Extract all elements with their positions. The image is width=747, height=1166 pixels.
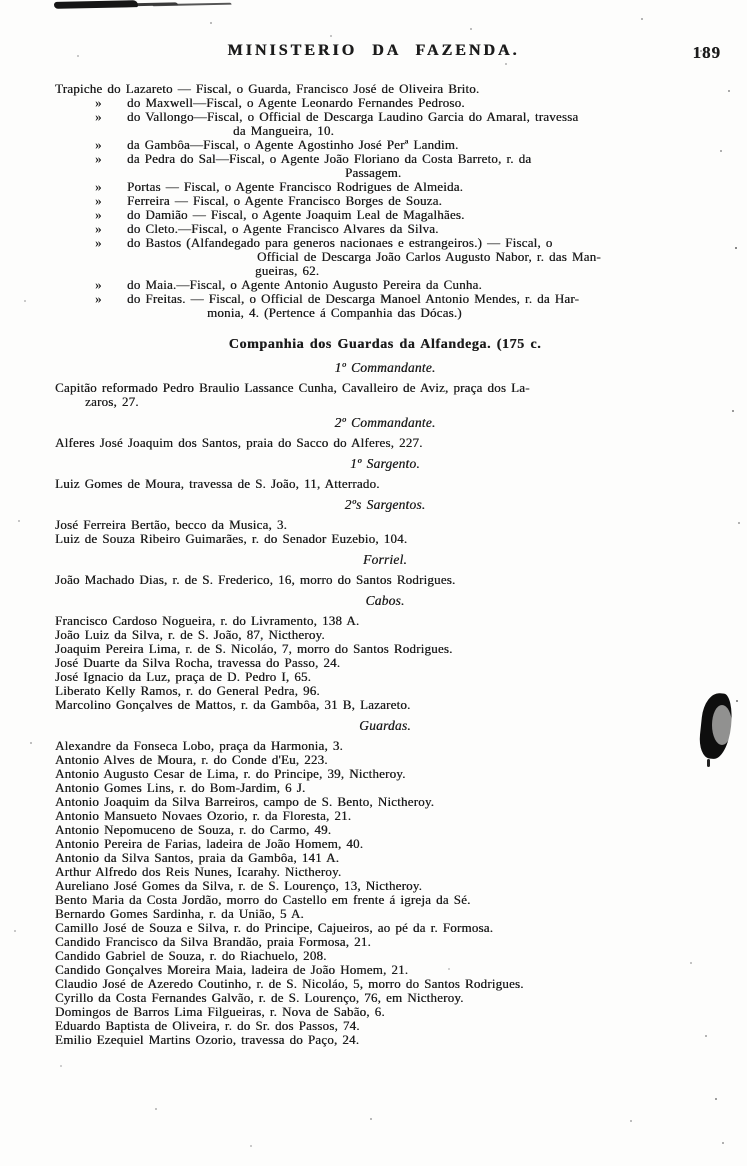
entry-line [55, 138, 715, 152]
continuation-line: zaros, 27. [85, 394, 139, 409]
directory-line: Alferes José Joaquim dos Santos, praia do Sacco do Alferes, 227. [55, 435, 423, 450]
entry-line [55, 222, 715, 236]
directory-line: Emilio Ezequiel Martins Ozorio, travessa do Paço, 24. [55, 1032, 360, 1047]
entry-line: Capitão reformado Pedro Braulio Lassance Cunha, Cavalleiro de Aviz, praça dos La- [55, 380, 530, 395]
entry-line [55, 278, 715, 292]
ditto-marker: » [95, 193, 102, 208]
directory-line: Aureliano José Gomes da Silva, r. de S. Lourenço, 13, Nictheroy. [55, 878, 423, 893]
rank-heading: 1º Commandante. [334, 360, 436, 375]
directory-line: Luiz de Souza Ribeiro Guimarães, r. do Senador Euzebio, 104. [55, 531, 408, 546]
continuation-line: monia, 4. (Pertence á Companhia das Dócas.) [207, 305, 462, 320]
continuation-line: gueiras, 62. [255, 263, 320, 278]
ditto-marker: » [95, 235, 102, 250]
entry-line [55, 180, 715, 194]
directory-line: Bento Maria da Costa Jordão, morro do Castello em frente á igreja da Sé. [55, 892, 471, 907]
entry-text: do Cleto.—Fiscal, o Agente Francisco Alvares da Silva. [127, 221, 439, 236]
entry-line [55, 292, 715, 306]
page-header [0, 42, 747, 66]
directory-line: Antonio Pereira de Farias, ladeira de João Homem, 40. [55, 836, 364, 851]
entry-text: Portas — Fiscal, o Agente Francisco Rodrigues de Almeida. [127, 179, 464, 194]
page-number: 189 [692, 43, 721, 62]
entry-text: do Bastos (Alfandegado para generos nacionaes e estrangeiros.) — Fiscal, o [127, 235, 553, 250]
ditto-marker: » [95, 109, 102, 124]
entry-text: do Damião — Fiscal, o Agente Joaquim Leal de Magalhães. [127, 207, 465, 222]
entry-text: do Maia.—Fiscal, o Agente Antonio Augusto Pereira da Cunha. [127, 277, 482, 292]
directory-line: Liberato Kelly Ramos, r. do General Pedra, 96. [55, 683, 320, 698]
directory-line: Claudio José de Azeredo Coutinho, r. de S. Nicoláo, 5, morro do Santos Rodrigues. [55, 976, 524, 991]
directory-line: José Ferreira Bertão, becco da Musica, 3. [55, 517, 287, 532]
directory-line: Antonio Gomes Lins, r. do Bom-Jardim, 6 J. [55, 780, 306, 795]
directory-line: João Machado Dias, r. de S. Frederico, 16, morro do Santos Rodrigues. [55, 572, 456, 587]
ditto-marker: » [95, 137, 102, 152]
document-body [55, 82, 715, 1047]
directory-line: Candido Gonçalves Moreira Maia, ladeira de João Homem, 21. [55, 962, 409, 977]
continuation-line: Official de Descarga João Carlos Augusto Nabor, r. das Man- [257, 249, 601, 264]
rank-heading: Forriel. [363, 552, 407, 567]
entry-text: do Maxwell—Fiscal, o Agente Leonardo Fernandes Pedroso. [127, 95, 465, 110]
entry-line [55, 110, 715, 124]
ditto-marker: » [95, 95, 102, 110]
entry-line [55, 236, 715, 250]
ink-smudge-top [54, 0, 138, 9]
directory-line: Antonio Nepomuceno de Souza, r. do Carmo, 49. [55, 822, 332, 837]
directory-line: Antonio Alves de Moura, r. do Conde d'Eu, 223. [55, 752, 328, 767]
directory-line: Luiz Gomes de Moura, travessa de S. João, 11, Atterrado. [55, 476, 380, 491]
directory-line: Alexandre da Fonseca Lobo, praça da Harmonia, 3. [55, 738, 343, 753]
entry-text: Ferreira — Fiscal, o Agente Francisco Borges de Souza. [127, 193, 442, 208]
directory-line: Cyrillo da Costa Fernandes Galvão, r. de S. Lourenço, 76, em Nictheroy. [55, 990, 464, 1005]
rank-heading: Guardas. [359, 718, 411, 733]
entry-line [55, 208, 715, 222]
ditto-marker: » [95, 221, 102, 236]
entry-text: do Vallongo—Fiscal, o Official de Descarga Laudino Garcia do Amaral, travessa [127, 109, 579, 124]
directory-line: José Ignacio da Luz, praça de D. Pedro I, 65. [55, 669, 312, 684]
directory-line: Antonio Joaquim da Silva Barreiros, campo de S. Bento, Nictheroy. [55, 794, 435, 809]
rank-heading: Cabos. [365, 593, 405, 608]
ditto-marker: » [95, 179, 102, 194]
directory-line: Camillo José de Souza e Silva, r. do Principe, Cajueiros, ao pé da r. Formosa. [55, 920, 494, 935]
directory-line: Marcolino Gonçalves de Mattos, r. da Gambôa, 31 B, Lazareto. [55, 697, 411, 712]
directory-line: Candido Gabriel de Souza, r. do Riachuelo, 208. [55, 948, 327, 963]
entry-line [55, 96, 715, 110]
directory-line: José Duarte da Silva Rocha, travessa do Passo, 24. [55, 655, 341, 670]
continuation-line: da Mangueira, 10. [233, 123, 334, 138]
section-heading-bold: Companhia dos Guardas da Alfandega. (175 c. [228, 337, 542, 352]
rank-heading: 2ºs Sargentos. [344, 497, 426, 512]
ditto-marker: » [95, 207, 102, 222]
directory-line: João Luiz da Silva, r. de S. João, 87, Nictheroy. [55, 627, 325, 642]
directory-line: Candido Francisco da Silva Brandão, praia Formosa, 21. [55, 934, 371, 949]
continuation-line: Passagem. [345, 165, 402, 180]
scan-noise [0, 0, 2, 2]
entry-line: Trapiche do Lazareto — Fiscal, o Guarda, Francisco José de Oliveira Brito. [55, 81, 480, 96]
ink-blot [698, 693, 734, 769]
directory-line: Antonio da Silva Santos, praia da Gambôa, 141 A. [55, 850, 340, 865]
directory-line: Domingos de Barros Lima Filgueiras, r. Nova de Sabão, 6. [55, 1004, 385, 1019]
entry-line [55, 152, 715, 166]
directory-line: Antonio Augusto Cesar de Lima, r. do Principe, 39, Nictheroy. [55, 766, 406, 781]
rank-heading: 2º Commandante. [334, 415, 436, 430]
directory-line: Antonio Mansueto Novaes Ozorio, r. da Floresta, 21. [55, 808, 352, 823]
directory-line: Francisco Cardoso Nogueira, r. do Livramento, 138 A. [55, 613, 360, 628]
ditto-marker: » [95, 277, 102, 292]
page-title: MINISTERIO DA FAZENDA. [227, 42, 520, 59]
entry-text: da Pedra do Sal—Fiscal, o Agente João Floriano da Costa Barreto, r. da [127, 151, 532, 166]
directory-line: Eduardo Baptista de Oliveira, r. do Sr. dos Passos, 74. [55, 1018, 360, 1033]
entry-line [55, 194, 715, 208]
directory-line: Joaquim Pereira Lima, r. de S. Nicoláo, 7, morro do Santos Rodrigues. [55, 641, 453, 656]
directory-line: Bernardo Gomes Sardinha, r. da União, 5 A. [55, 906, 304, 921]
ditto-marker: » [95, 151, 102, 166]
entry-text: do Freitas. — Fiscal, o Official de Descarga Manoel Antonio Mendes, r. da Har- [127, 291, 580, 306]
ditto-marker: » [95, 291, 102, 306]
directory-line: Arthur Alfredo dos Reis Nunes, Icarahy. Nictheroy. [55, 864, 342, 879]
entry-text: da Gambôa—Fiscal, o Agente Agostinho José Perª Landim. [127, 137, 459, 152]
rank-heading: 1º Sargento. [350, 456, 420, 471]
